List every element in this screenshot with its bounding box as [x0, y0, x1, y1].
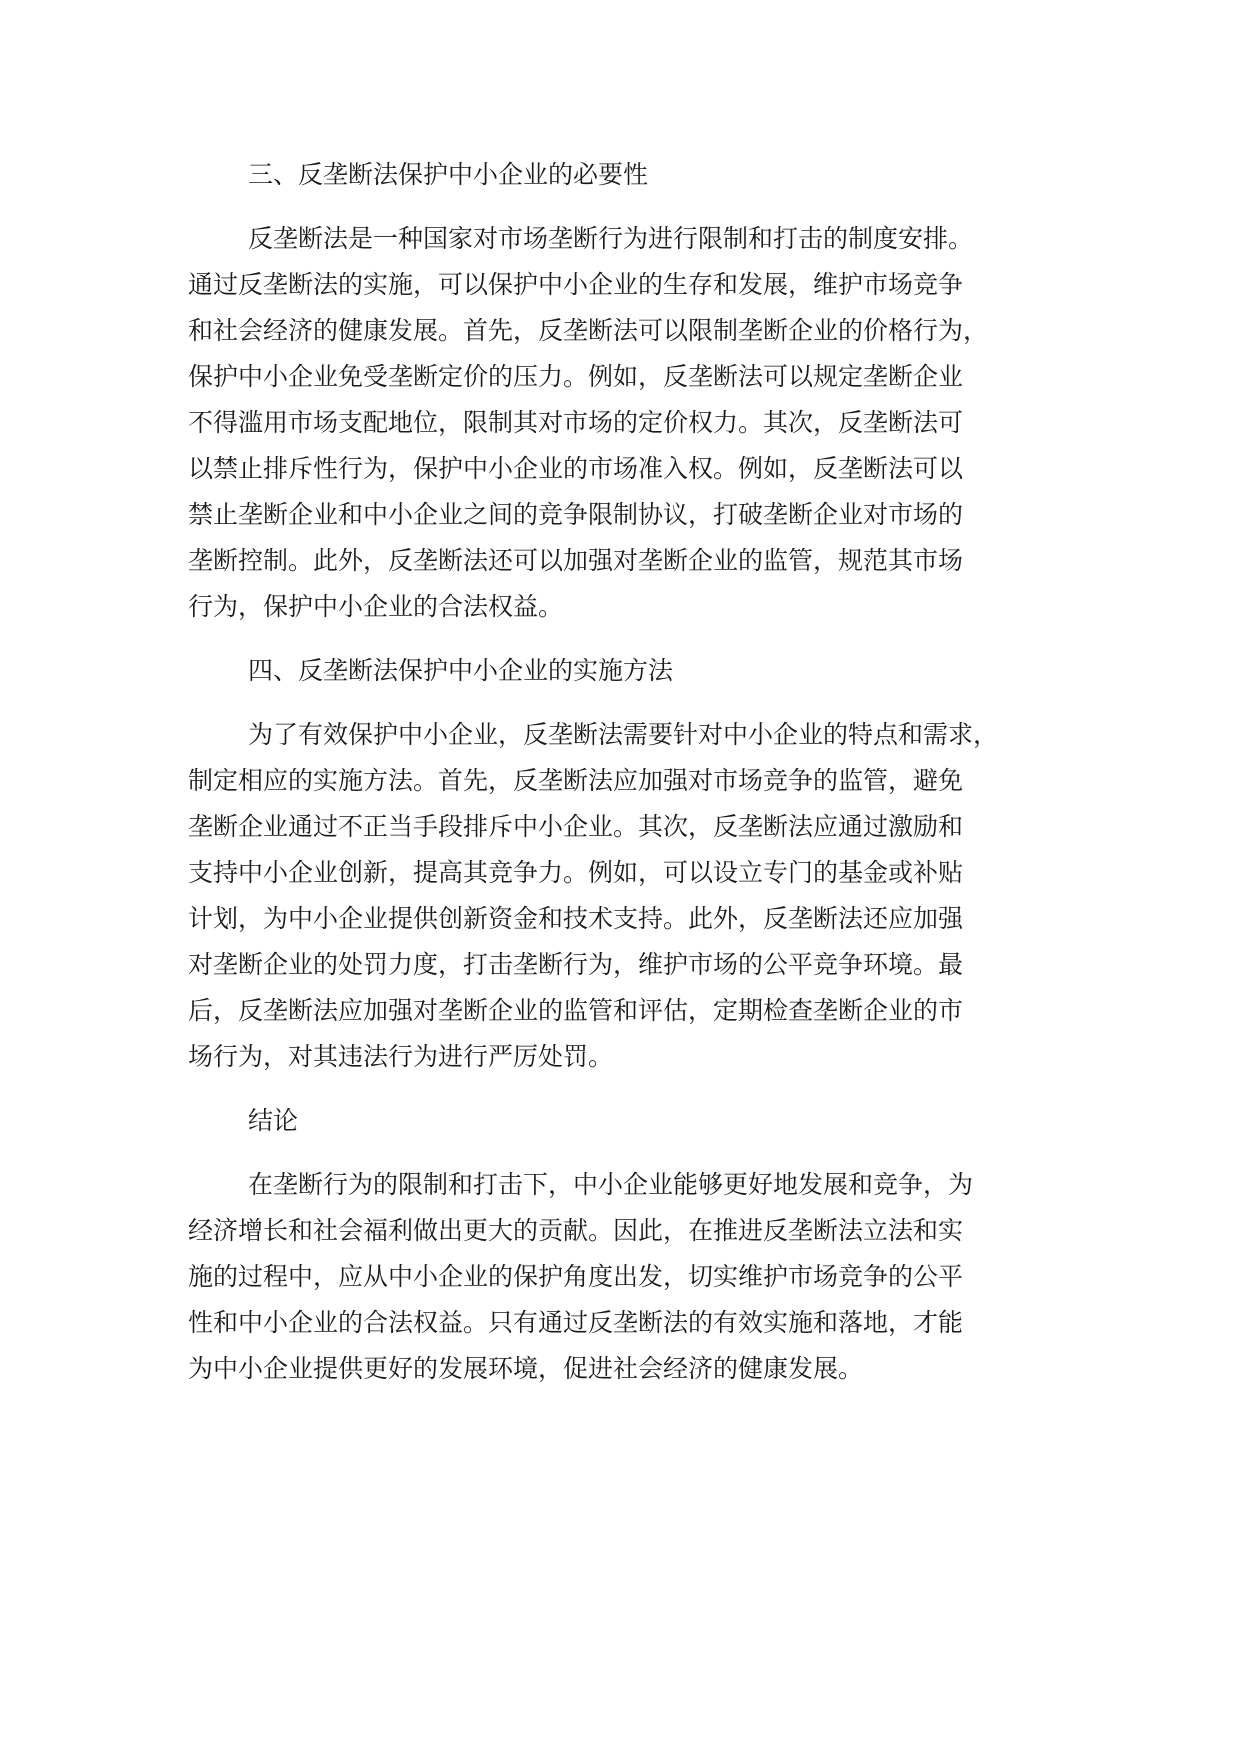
text-line: 反垄断法是一种国家对市场垄断行为进行限制和打击的制度安排。 — [248, 224, 974, 253]
text-line: 为了有效保护中小企业，反垄断法需要针对中小企业的特点和需求， — [248, 720, 999, 749]
text-line: 垄断控制。此外，反垄断法还可以加强对垄断企业的监管，规范其市场 — [188, 546, 964, 575]
text-line: 支持中小企业创新，提高其竞争力。例如，可以设立专门的基金或补贴 — [188, 858, 964, 887]
text-line: 为中小企业提供更好的发展环境，促进社会经济的健康发展。 — [188, 1354, 864, 1383]
text-line: 经济增长和社会福利做出更大的贡献。因此，在推进反垄断法立法和实 — [188, 1216, 964, 1245]
text-line: 对垄断企业的处罚力度，打击垄断行为，维护市场的公平竞争环境。最 — [188, 950, 964, 979]
text-line: 以禁止排斥性行为，保护中小企业的市场准入权。例如，反垄断法可以 — [188, 454, 964, 483]
section-heading-conclusion: 结论 — [248, 1106, 299, 1135]
text-line: 计划，为中小企业提供创新资金和技术支持。此外，反垄断法还应加强 — [188, 904, 964, 933]
section-heading-methods: 四、反垄断法保护中小企业的实施方法 — [248, 656, 674, 685]
text-line: 禁止垄断企业和中小企业之间的竞争限制协议，打破垄断企业对市场的 — [188, 500, 964, 529]
spacer — [188, 1144, 1088, 1162]
text-line: 制定相应的实施方法。首先，反垄断法应加强对市场竞争的监管，避免 — [188, 766, 964, 795]
spacer — [188, 1080, 1088, 1098]
text-line: 施的过程中，应从中小企业的保护角度出发，切实维护市场竞争的公平 — [188, 1262, 964, 1291]
spacer — [188, 630, 1088, 648]
text-line: 后，反垄断法应加强对垄断企业的监管和评估，定期检查垄断企业的市 — [188, 996, 964, 1025]
text-line: 垄断企业通过不正当手段排斥中小企业。其次，反垄断法应通过激励和 — [188, 812, 964, 841]
document-page — [188, 152, 1088, 1392]
text-line: 在垄断行为的限制和打击下，中小企业能够更好地发展和竞争，为 — [248, 1170, 974, 1199]
text-line: 性和中小企业的合法权益。只有通过反垄断法的有效实施和落地，才能 — [188, 1308, 964, 1337]
section-body-necessity — [188, 216, 1088, 630]
spacer — [188, 198, 1088, 216]
section-body-methods — [188, 712, 1088, 1080]
spacer — [188, 694, 1088, 712]
section-heading-necessity: 三、反垄断法保护中小企业的必要性 — [248, 160, 649, 189]
text-line: 通过反垄断法的实施，可以保护中小企业的生存和发展，维护市场竞争 — [188, 270, 964, 299]
text-line: 保护中小企业免受垄断定价的压力。例如，反垄断法可以规定垄断企业 — [188, 362, 964, 391]
text-line: 场行为，对其违法行为进行严厉处罚。 — [188, 1042, 614, 1071]
text-line: 不得滥用市场支配地位，限制其对市场的定价权力。其次，反垄断法可 — [188, 408, 964, 437]
text-line: 行为，保护中小企业的合法权益。 — [188, 592, 564, 621]
section-body-conclusion — [188, 1162, 1088, 1392]
text-line: 和社会经济的健康发展。首先，反垄断法可以限制垄断企业的价格行为， — [188, 316, 989, 345]
